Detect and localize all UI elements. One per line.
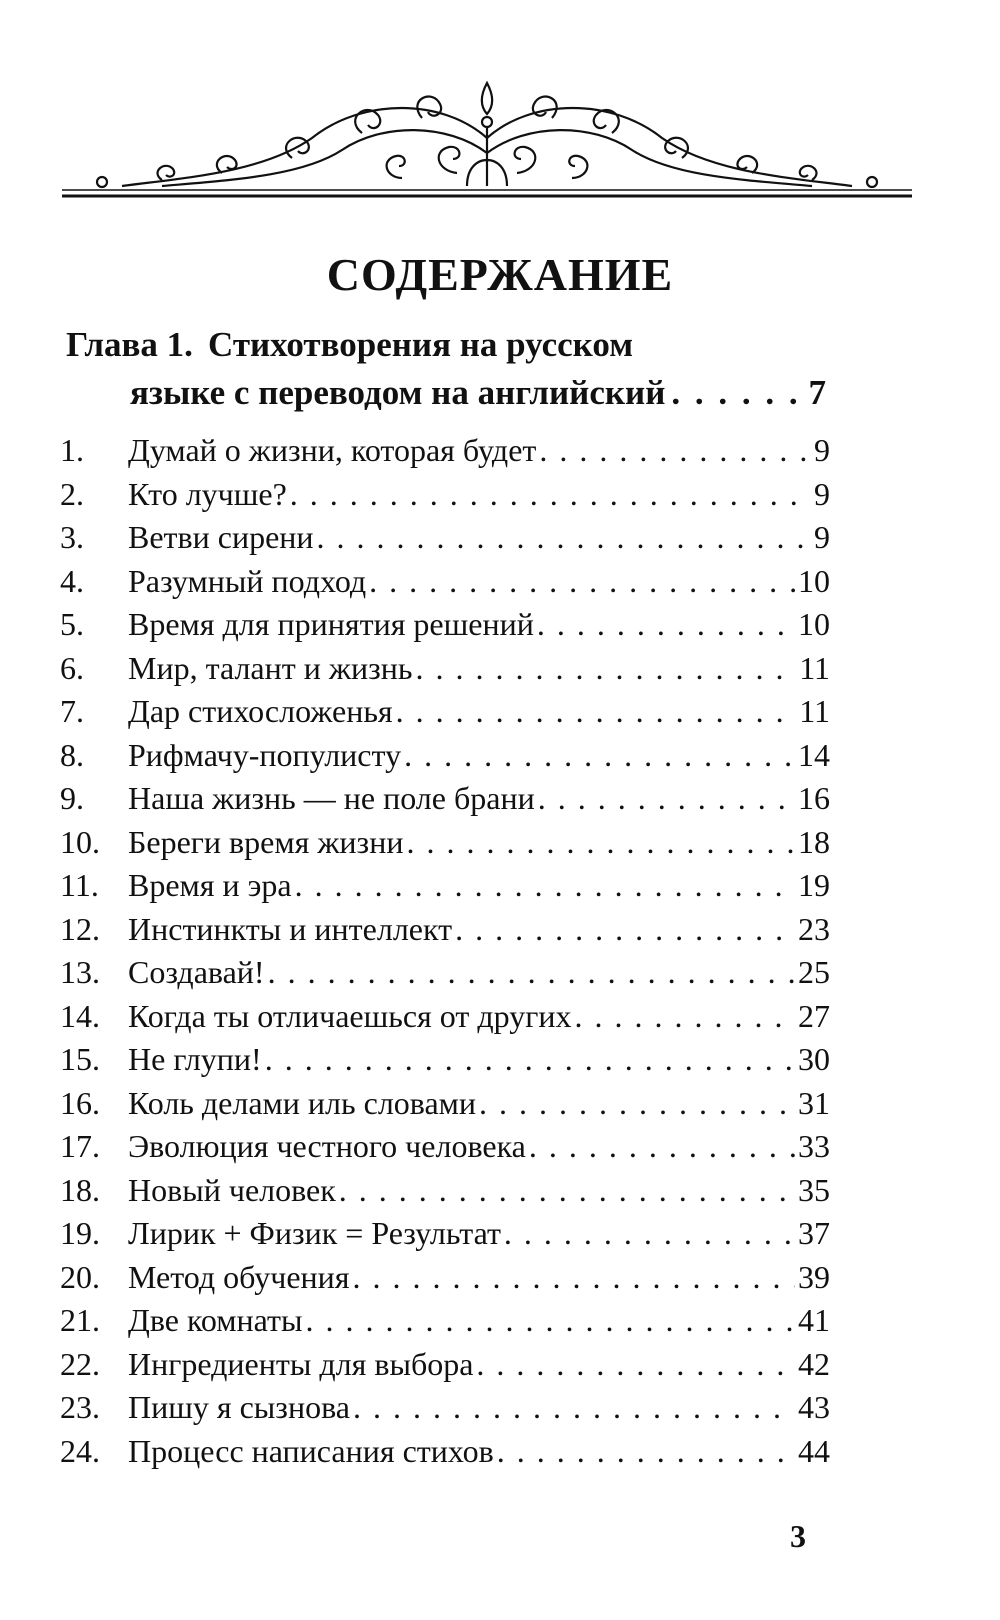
entry-number: 23. [60, 1389, 100, 1425]
entry-page: 10 [798, 606, 830, 642]
entry-page: 9 [814, 519, 830, 555]
entry-number: 15. [60, 1041, 100, 1077]
leader-dots [268, 954, 795, 991]
entry-title: Две комнаты [128, 1302, 303, 1338]
entry-page: 19 [798, 867, 830, 903]
leader-dots [574, 998, 795, 1035]
entry-number: 2. [60, 475, 84, 512]
entry-page: 18 [798, 823, 830, 860]
chapter-title-line2: языке с переводом на английский [130, 373, 666, 412]
entry-page: 43 [798, 1389, 830, 1425]
entry-title: Время для принятия решений [128, 606, 534, 642]
leader-dots [537, 606, 795, 643]
leader-dots [295, 867, 795, 904]
entry-page: 35 [798, 1171, 830, 1208]
leader-dots [504, 1215, 795, 1252]
entry-title: Процесс написания стихов [128, 1432, 494, 1469]
toc-entry [60, 1259, 830, 1303]
entry-page: 11 [799, 649, 830, 686]
leader-dots [265, 1041, 795, 1078]
leader-dots [317, 519, 811, 556]
entry-page: 11 [799, 693, 830, 729]
toc-entry [60, 1302, 830, 1346]
entry-title: Мир, талант и жизнь [128, 649, 413, 686]
leader-dots [415, 650, 796, 687]
entry-number: 22. [60, 1345, 100, 1382]
page-number: 3 [790, 1518, 806, 1554]
toc-entry [60, 824, 830, 868]
entry-title: Время и эра [128, 867, 292, 903]
entry-title: Пишу я сызнова [128, 1389, 350, 1425]
entry-page: 30 [798, 1041, 830, 1077]
leader-dots [396, 693, 797, 730]
leader-dots [476, 1346, 795, 1383]
entry-title: Кто лучше? [128, 475, 287, 512]
entry-page: 33 [798, 1128, 830, 1164]
entry-title: Думай о жизни, которая будет [128, 432, 537, 468]
leader-dots [539, 432, 811, 469]
toc-entry [60, 1215, 830, 1259]
entry-page: 14 [798, 736, 830, 773]
leader-dots [497, 1433, 795, 1470]
entry-page: 37 [798, 1215, 830, 1251]
leader-dots [406, 824, 795, 861]
entry-number: 12. [60, 910, 100, 947]
entry-number: 21. [60, 1302, 100, 1338]
chapter-heading [66, 325, 826, 421]
leader-dots [306, 1302, 796, 1339]
page-title: СОДЕРЖАНИЕ [326, 249, 674, 300]
entry-title: Лирик + Физик = Результат [128, 1215, 501, 1251]
entry-title: Ветви сирени [128, 519, 314, 555]
leader-dots [671, 373, 802, 413]
entry-page: 10 [798, 562, 830, 599]
entry-title: Метод обучения [128, 1258, 350, 1295]
entry-page: 44 [798, 1432, 830, 1469]
toc-entry [60, 1041, 830, 1085]
toc-entry [60, 693, 830, 737]
entry-number: 4. [60, 562, 84, 599]
toc-entry [60, 954, 830, 998]
toc-entry [60, 1085, 830, 1129]
toc-entry [60, 1433, 830, 1477]
leader-dots [479, 1085, 795, 1122]
entry-number: 3. [60, 519, 84, 555]
entry-number: 7. [60, 693, 84, 729]
toc-entry [60, 1389, 830, 1433]
entry-page: 39 [798, 1258, 830, 1295]
entry-number: 18. [60, 1171, 100, 1208]
entry-number: 10. [60, 823, 100, 860]
entry-title: Не глупи! [128, 1041, 262, 1077]
entry-title: Разумный подход [128, 562, 367, 599]
leader-dots [339, 1172, 795, 1209]
entry-title: Создавай! [128, 954, 265, 990]
chapter-label: Глава 1. [66, 325, 193, 364]
entry-title: Инстинкты и интеллект [128, 910, 453, 947]
entry-title: Ингредиенты для выбора [128, 1345, 474, 1382]
leader-dots [538, 780, 795, 817]
toc-entry [60, 476, 830, 520]
toc-entry [60, 650, 830, 694]
entry-number: 1. [60, 432, 84, 468]
toc-entry [60, 1172, 830, 1216]
entry-page: 9 [814, 475, 830, 512]
entry-page: 23 [798, 910, 830, 947]
toc-entry [60, 519, 830, 563]
decorative-ornament-header [62, 78, 912, 208]
toc-entry [60, 1128, 830, 1172]
toc-entry [60, 998, 830, 1042]
entry-number: 5. [60, 606, 84, 642]
entry-number: 8. [60, 736, 84, 773]
entry-number: 14. [60, 997, 100, 1034]
entry-page: 27 [798, 997, 830, 1034]
entry-number: 13. [60, 954, 100, 990]
entry-number: 11. [60, 867, 99, 903]
entry-number: 19. [60, 1215, 100, 1251]
entry-title: Дар стихосложенья [128, 693, 393, 729]
entry-page: 41 [798, 1302, 830, 1338]
entry-number: 20. [60, 1258, 100, 1295]
entry-number: 6. [60, 649, 84, 686]
entry-page: 31 [798, 1084, 830, 1121]
toc-entry [60, 911, 830, 955]
leader-dots [529, 1128, 795, 1165]
entry-page: 16 [798, 780, 830, 816]
entry-title: Рифмачу-популисту [128, 736, 402, 773]
chapter-title-line1: Стихотворения на русском [208, 325, 634, 364]
entry-title: Когда ты отличаешься от других [128, 997, 572, 1034]
toc-entry [60, 432, 830, 476]
entry-title: Коль делами иль словами [128, 1084, 477, 1121]
entry-number: 24. [60, 1432, 100, 1469]
entry-page: 9 [814, 432, 830, 468]
entry-page: 25 [798, 954, 830, 990]
entry-title: Эволюция честного человека [128, 1128, 526, 1164]
toc-entry [60, 867, 830, 911]
entry-number: 16. [60, 1084, 100, 1121]
leader-dots [455, 911, 795, 948]
entry-number: 9. [60, 780, 84, 816]
entry-page: 42 [798, 1345, 830, 1382]
leader-dots [369, 563, 795, 600]
toc-entry [60, 606, 830, 650]
toc-entry [60, 780, 830, 824]
toc-entry [60, 737, 830, 781]
toc-entry [60, 1346, 830, 1390]
leader-dots [352, 1259, 795, 1296]
entry-title: Наша жизнь — не поле брани [128, 780, 535, 816]
entry-title: Новый человек [128, 1171, 336, 1208]
toc-list [60, 432, 830, 1476]
leader-dots [353, 1389, 795, 1426]
entry-number: 17. [60, 1128, 100, 1164]
chapter-page: 7 [808, 373, 826, 412]
entry-title: Береги время жизни [128, 823, 404, 860]
leader-dots [290, 476, 811, 513]
toc-entry [60, 563, 830, 607]
leader-dots [404, 737, 795, 774]
